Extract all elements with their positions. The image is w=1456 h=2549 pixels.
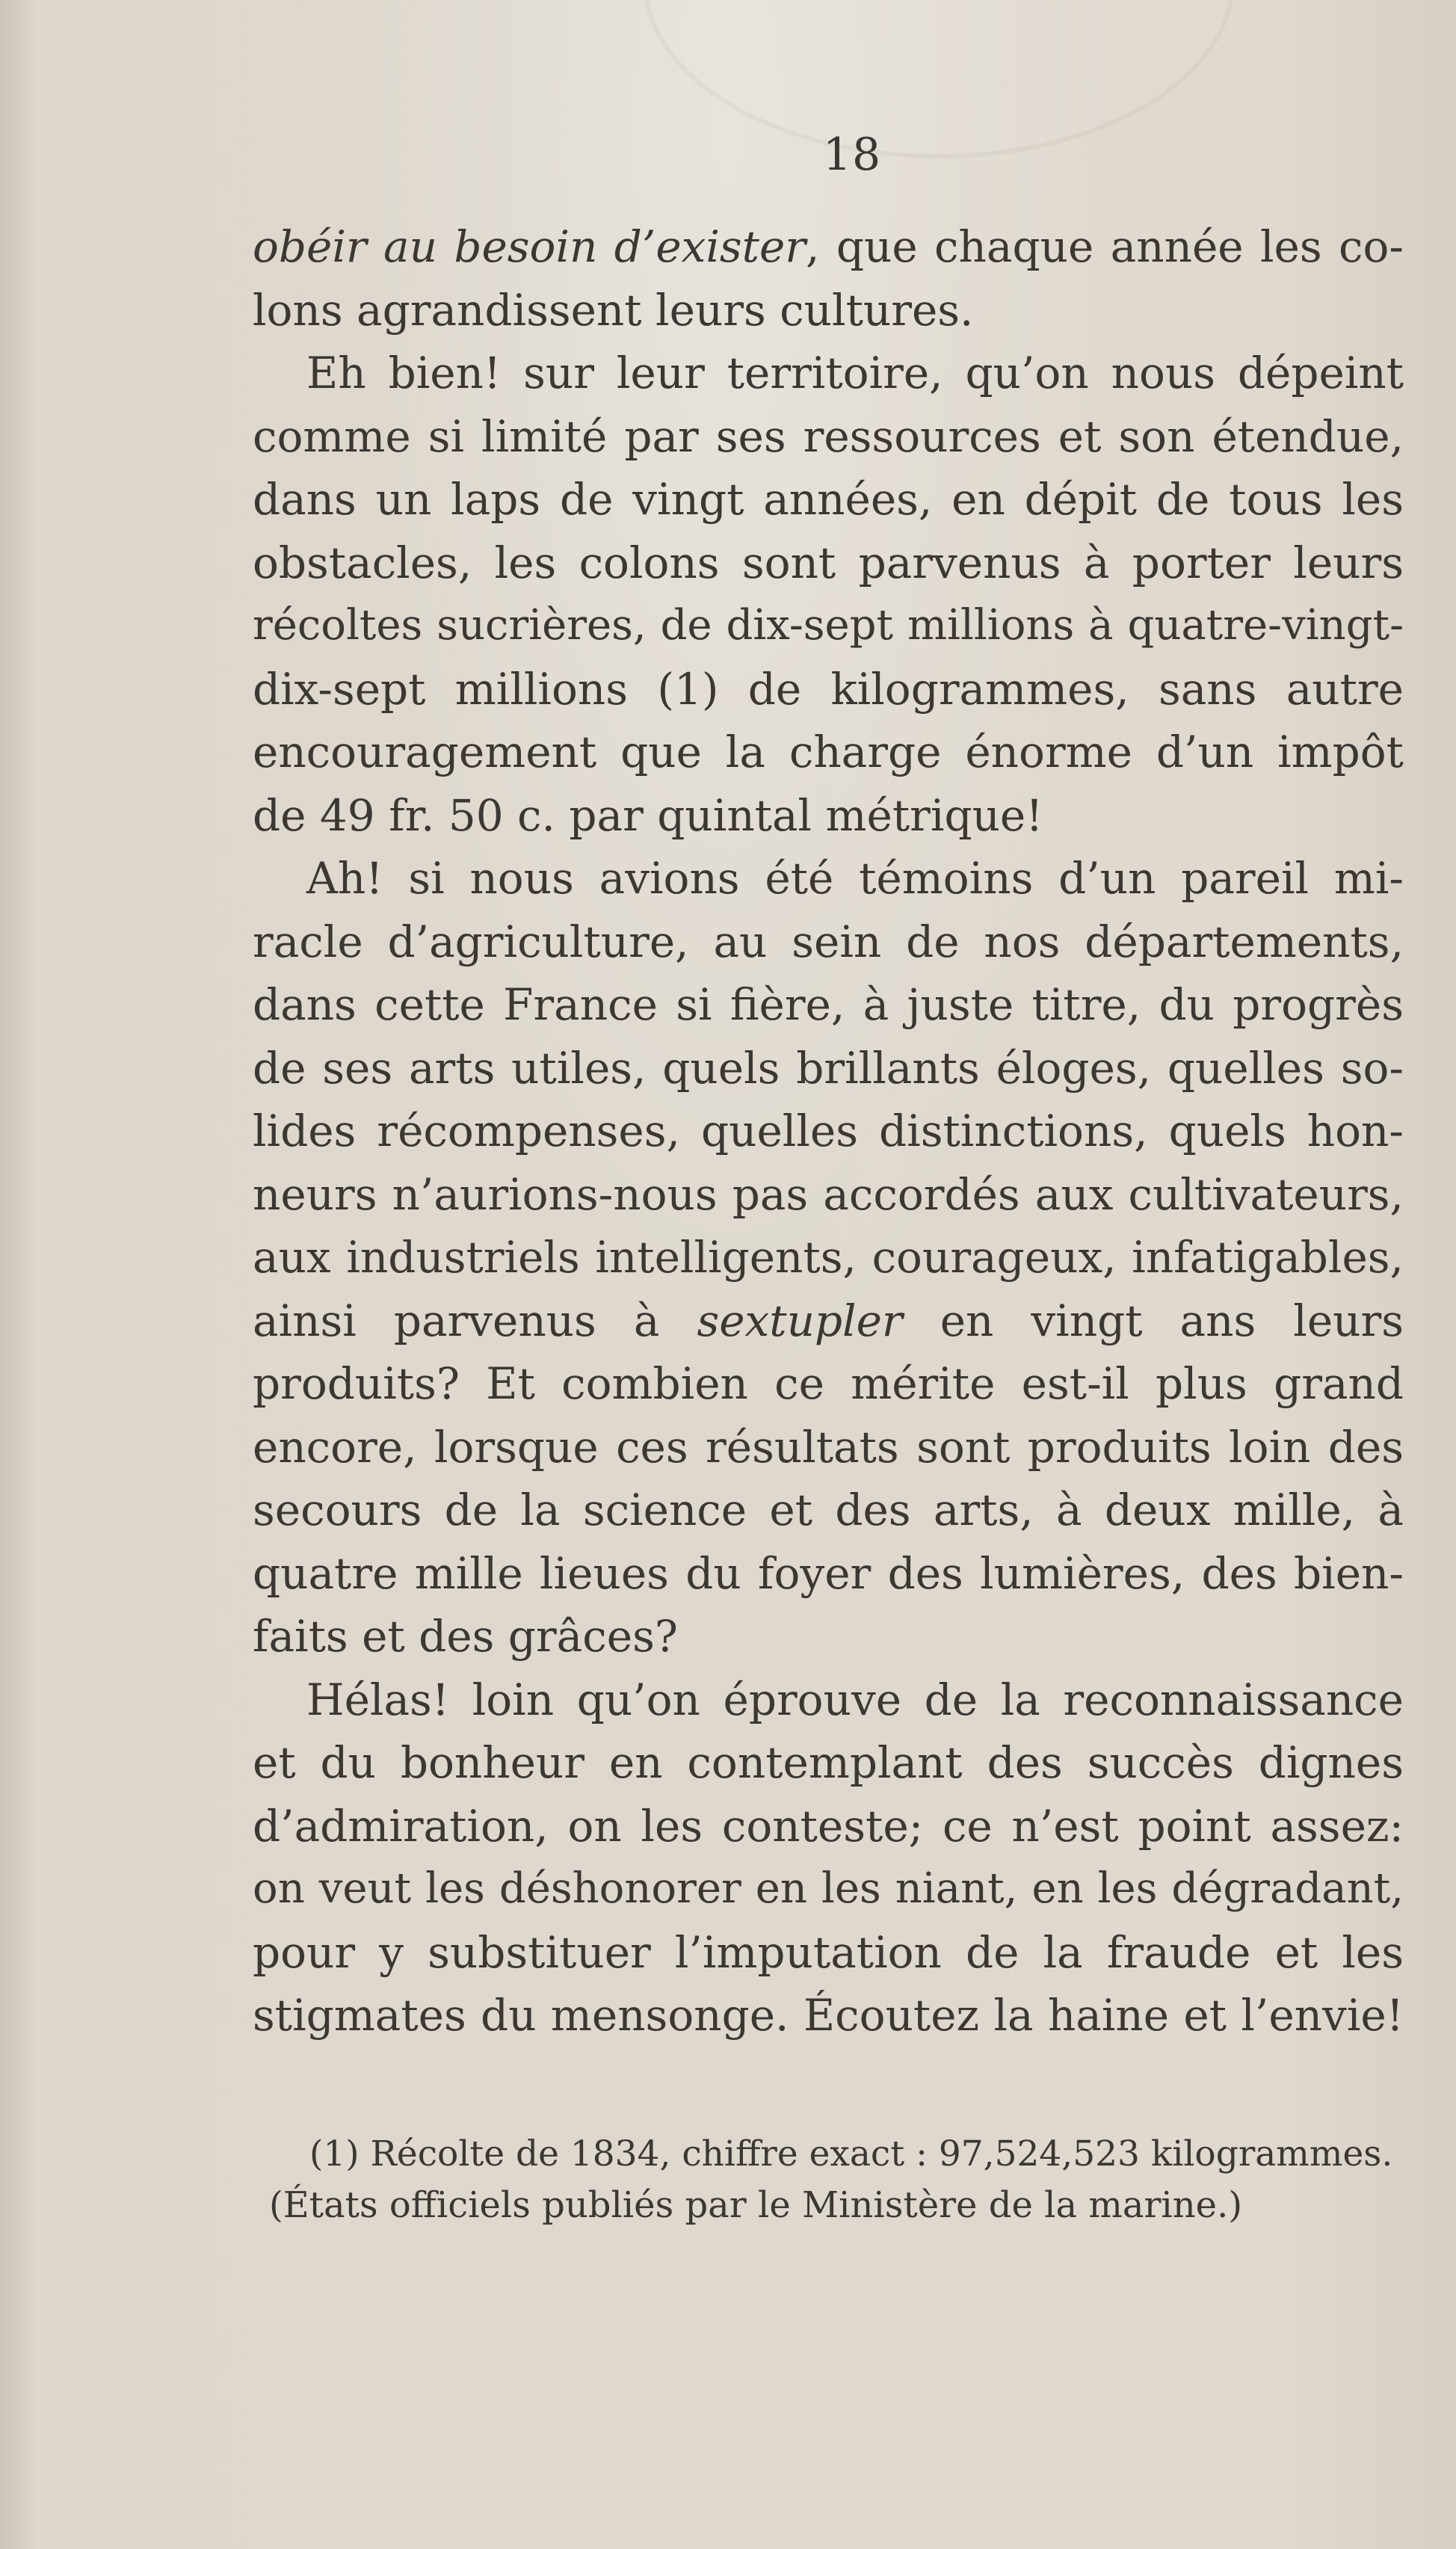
text-segment: en vingt ans leurs <box>902 1295 1404 1346</box>
text-line <box>253 1795 1404 1858</box>
text-line <box>253 973 1404 1037</box>
text-line <box>253 1542 1404 1606</box>
text-segment: faits et des grâces? <box>253 1611 678 1662</box>
text-line <box>253 1605 1404 1668</box>
text-segment: et du bonheur en contemplant des succès dignes <box>253 1737 1404 1788</box>
text-line <box>253 1668 1404 1732</box>
text-segment: Eh bien! sur leur territoire, qu’on nous dépeint <box>306 348 1404 398</box>
text-segment: , que chaque année les co- <box>806 221 1404 272</box>
text-line <box>253 721 1404 784</box>
text-line <box>253 468 1404 531</box>
text-segment: racle d’agriculture, au sein de nos départements, <box>253 916 1404 967</box>
text-segment: quatre mille lieues du foyer des lumières, des bien- <box>253 1547 1404 1599</box>
text-segment: Ah! si nous avions été témoins d’un pareil mi- <box>306 853 1404 904</box>
text-segment: secours de la science et des arts, à deux mille, à <box>253 1485 1404 1535</box>
text-segment: dix-sept millions (1) de kilogrammes, sans autre <box>253 663 1404 715</box>
text-segment: dans un laps de vingt années, en dépit de tous les <box>253 474 1404 525</box>
text-segment: de ses arts utiles, quels brillants éloges, quelles so- <box>253 1042 1404 1094</box>
text-line <box>253 1416 1404 1479</box>
footnote-line: (1) Récolte de 1834, chiffre exact : 97,524,523 kilogrammes. <box>309 2133 1393 2174</box>
text-segment: dans cette France si fière, à juste titre, du progrès <box>253 979 1404 1030</box>
page-number: 18 <box>822 129 882 181</box>
text-segment: récoltes sucrières, de dix-sept millions à quatre-vingt- <box>253 601 1404 650</box>
text-segment: de 49 fr. 50 c. par quintal métrique! <box>253 789 1043 841</box>
text-line <box>253 910 1404 974</box>
text-line <box>253 1163 1404 1227</box>
text-segment: obstacles, les colons sont parvenus à porter leurs <box>253 537 1404 588</box>
text-line <box>253 594 1404 658</box>
text-segment: stigmates du mensonge. Écoutez la haine et l’envie! <box>253 1990 1404 2041</box>
text-segment: on veut les déshonorer en les niant, en les dégradant, <box>253 1864 1404 1913</box>
text-line <box>253 1479 1404 1542</box>
text-line <box>253 847 1404 910</box>
text-line <box>253 1352 1404 1416</box>
text-line <box>253 1100 1404 1163</box>
emphasized-text: obéir au besoin d’exister <box>253 221 806 272</box>
text-line <box>253 215 1404 279</box>
text-line <box>253 784 1404 848</box>
body-text <box>253 215 1404 2047</box>
text-line <box>253 1921 1404 1985</box>
emphasized-text: sextupler <box>697 1295 903 1346</box>
text-line <box>253 1858 1404 1921</box>
text-line <box>253 1289 1404 1353</box>
text-segment: ainsi parvenus à <box>253 1295 697 1346</box>
text-line <box>253 1984 1404 2047</box>
text-line <box>253 279 1404 342</box>
text-segment: produits? Et combien ce mérite est-il plus grand <box>253 1358 1404 1409</box>
text-segment: comme si limité par ses ressources et son étendue, <box>253 410 1404 462</box>
text-segment: lons agrandissent leurs cultures. <box>253 284 974 336</box>
text-segment: encouragement que la charge énorme d’un impôt <box>253 727 1404 777</box>
paper-stain <box>643 0 1235 158</box>
text-segment: neurs n’aurions-nous pas accordés aux cultivateurs, <box>253 1168 1404 1220</box>
text-segment: Hélas! loin qu’on éprouve de la reconnaissance <box>306 1674 1404 1725</box>
text-line <box>253 1731 1404 1795</box>
text-segment: pour y substituer l’imputation de la fraude et les <box>253 1926 1404 1978</box>
text-line <box>253 1037 1404 1100</box>
text-segment: encore, lorsque ces résultats sont produits loin des <box>253 1421 1404 1473</box>
footnote <box>269 2129 1405 2231</box>
text-segment: lides récompenses, quelles distinctions, quels hon- <box>253 1106 1404 1156</box>
text-line <box>253 405 1404 469</box>
text-line <box>253 531 1404 595</box>
footnote-line: (États officiels publiés par le Ministère de la marine.) <box>269 2184 1243 2226</box>
text-segment: d’admiration, on les conteste; ce n’est point assez: <box>253 1800 1404 1852</box>
text-line <box>253 1226 1404 1289</box>
text-line <box>253 342 1404 405</box>
text-segment: aux industriels intelligents, courageux, infatigables, <box>253 1232 1404 1283</box>
text-line <box>253 658 1404 721</box>
